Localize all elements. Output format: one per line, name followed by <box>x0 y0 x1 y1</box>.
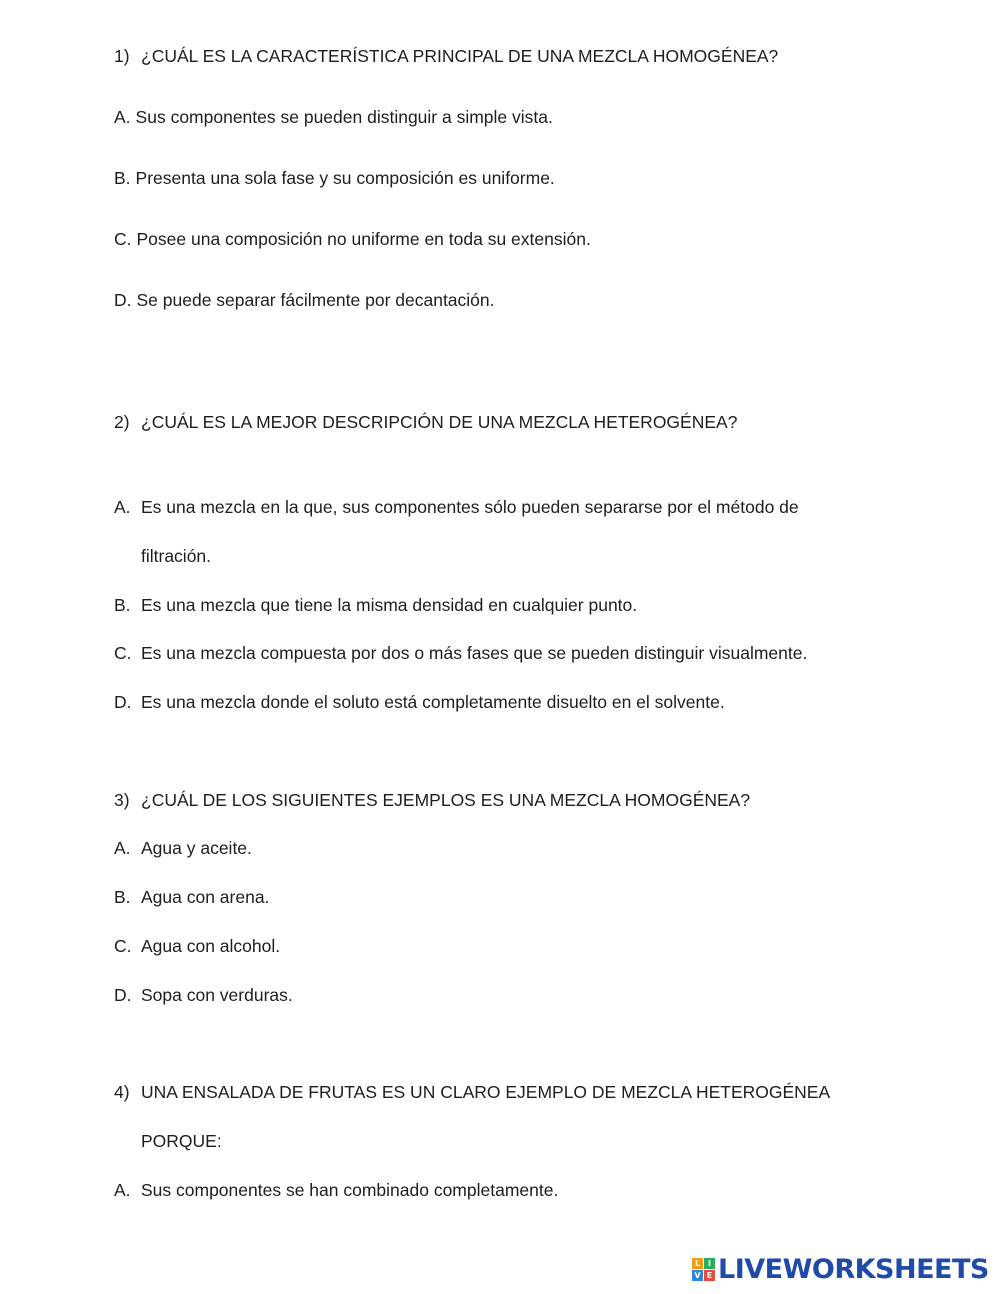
option-letter: A. <box>114 497 131 517</box>
option-text: Sus componentes se han combinado completamente. <box>141 1180 559 1200</box>
option-text: Es una mezcla en la que, sus componentes sólo pueden separarse por el método de <box>141 497 799 517</box>
liveworksheets-logo-icon <box>692 1258 715 1281</box>
option-text: Agua con arena. <box>141 887 270 907</box>
option-1c <box>114 228 591 250</box>
option-2a-continuation: filtración. <box>141 546 212 566</box>
option-text: Presenta una sola fase y su composición es uniforme. <box>135 168 555 188</box>
question-text: ¿CUÁL ES LA CARACTERÍSTICA PRINCIPAL DE UNA MEZCLA HOMOGÉNEA? <box>141 46 779 66</box>
liveworksheets-logo <box>692 1255 989 1283</box>
logo-cell-v: V <box>692 1270 703 1281</box>
option-1a <box>114 106 553 128</box>
option-letter: D. <box>114 290 132 310</box>
option-text: Es una mezcla que tiene la misma densidad en cualquier punto. <box>141 595 638 615</box>
option-letter: A. <box>114 107 131 127</box>
option-text: Posee una composición no uniforme en toda su extensión. <box>136 229 591 249</box>
option-text: Se puede separar fácilmente por decantación. <box>136 290 495 310</box>
option-text: Es una mezcla compuesta por dos o más fases que se pueden distinguir visualmente. <box>141 643 808 663</box>
option-3b <box>114 886 269 908</box>
option-text: Sopa con verduras. <box>141 985 293 1005</box>
option-2d <box>114 691 725 713</box>
question-text: UNA ENSALADA DE FRUTAS ES UN CLARO EJEMPLO DE MEZCLA HETEROGÉNEA <box>141 1082 831 1102</box>
option-2a <box>114 496 799 518</box>
option-letter: D. <box>114 985 132 1005</box>
option-text: Sus componentes se pueden distinguir a simple vista. <box>135 107 553 127</box>
option-letter: A. <box>114 838 131 858</box>
question-number: 4) <box>114 1082 130 1102</box>
option-letter: D. <box>114 692 132 712</box>
option-2c <box>114 642 807 664</box>
question-3 <box>114 789 750 811</box>
option-text: Agua con alcohol. <box>141 936 281 956</box>
logo-cell-e: E <box>704 1270 715 1281</box>
option-3c <box>114 935 280 957</box>
question-text: ¿CUÁL DE LOS SIGUIENTES EJEMPLOS ES UNA MEZCLA HOMOGÉNEA? <box>141 790 751 810</box>
option-2b <box>114 594 637 616</box>
option-3d <box>114 984 293 1006</box>
option-letter: C. <box>114 643 132 663</box>
option-letter: C. <box>114 229 132 249</box>
option-3a <box>114 837 252 859</box>
question-1 <box>114 45 778 67</box>
option-letter: A. <box>114 1180 131 1200</box>
question-4 <box>114 1081 830 1103</box>
question-number: 1) <box>114 46 130 66</box>
option-text: Agua y aceite. <box>141 838 252 858</box>
option-4a <box>114 1179 558 1201</box>
logo-cell-l: L <box>692 1258 703 1269</box>
question-2 <box>114 411 737 433</box>
question-number: 3) <box>114 790 130 810</box>
question-number: 2) <box>114 412 130 432</box>
option-1d <box>114 289 495 311</box>
option-letter: C. <box>114 936 132 956</box>
option-1b <box>114 167 555 189</box>
logo-cell-i: I <box>704 1258 715 1269</box>
logo-text: LIVEWORKSHEETS <box>718 1253 989 1285</box>
option-letter: B. <box>114 887 131 907</box>
option-letter: B. <box>114 168 131 188</box>
option-letter: B. <box>114 595 131 615</box>
question-4-continuation: PORQUE: <box>141 1131 222 1151</box>
option-text: Es una mezcla donde el soluto está completamente disuelto en el solvente. <box>141 692 725 712</box>
question-text: ¿CUÁL ES LA MEJOR DESCRIPCIÓN DE UNA MEZCLA HETEROGÉNEA? <box>141 412 738 432</box>
